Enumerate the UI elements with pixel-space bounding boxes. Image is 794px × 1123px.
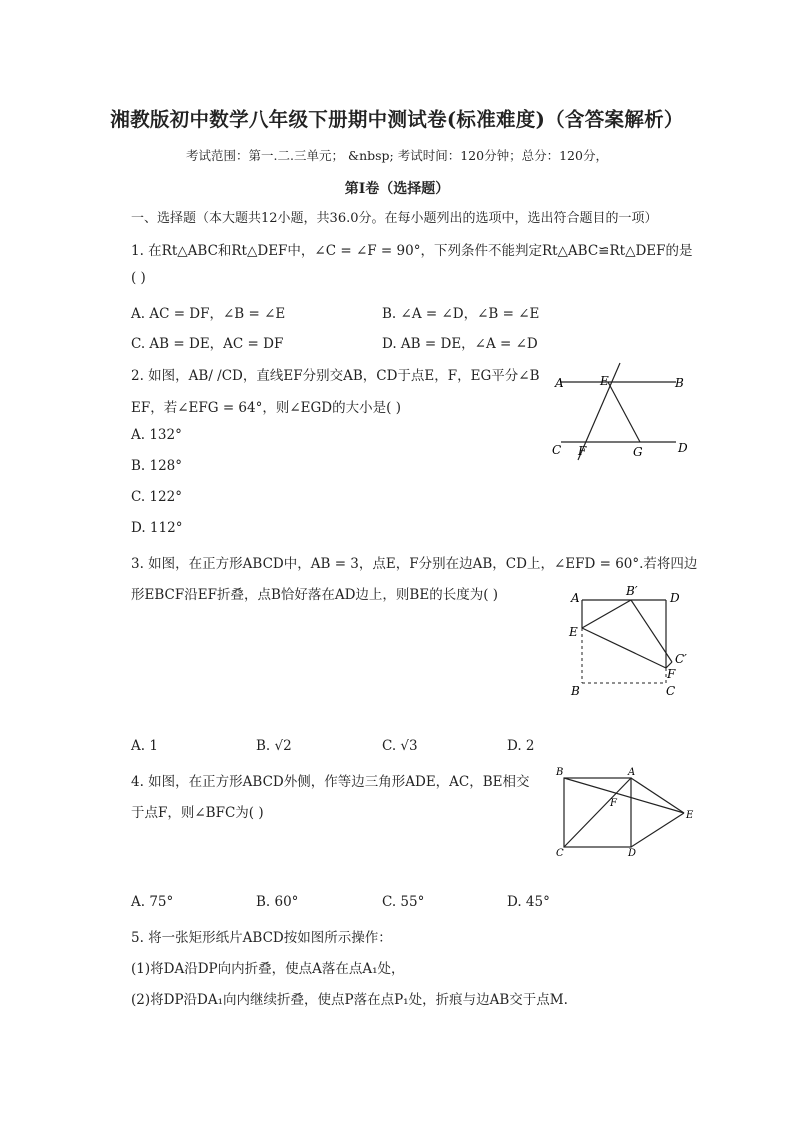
q4-label-c: C bbox=[556, 848, 564, 859]
q5-stem-line1: 5. 将一张矩形纸片ABCD按如图所示操作： bbox=[131, 930, 392, 946]
q3-label-f: F bbox=[667, 667, 676, 681]
q2-label-b: B bbox=[675, 376, 684, 390]
q2-label-d: D bbox=[678, 441, 688, 455]
q3-stem-line1: 3. 如图，在正方形ABCD中，AB = 3，点E，F分别在边AB，CD上，∠EFD = 60°.若将四边 bbox=[131, 556, 698, 572]
page-title: 湘教版初中数学八年级下册期中测试卷(标准难度)（含答案解析） bbox=[110, 108, 684, 131]
q2-label-c: C bbox=[552, 443, 562, 457]
q3-label-c-prime: C′ bbox=[675, 652, 687, 666]
q4-option-d[interactable]: D. 45° bbox=[507, 894, 550, 910]
q3-stem-line2: 形EBCF沿EF折叠，点B恰好落在AD边上，则BE的长度为( ) bbox=[131, 587, 499, 603]
q3-option-d[interactable]: D. 2 bbox=[507, 738, 535, 754]
q1-stem-line1: 1. 在Rt△ABC和Rt△DEF中，∠C = ∠F = 90°，下列条件不能判定Rt△ABC≌Rt△DEF的是 bbox=[131, 243, 693, 259]
q3-label-b-prime: B′ bbox=[626, 584, 638, 598]
q1-option-c[interactable]: C. AB = DE，AC = DF bbox=[131, 336, 284, 352]
q3-option-b[interactable]: B. √2 bbox=[256, 738, 292, 754]
q4-option-b[interactable]: B. 60° bbox=[256, 894, 299, 910]
q2-figure bbox=[548, 360, 698, 465]
q4-option-a[interactable]: A. 75° bbox=[131, 894, 174, 910]
q2-label-a: A bbox=[555, 376, 564, 390]
part1-heading: 一、选择题（本大题共12小题，共36.0分。在每小题列出的选项中，选出符合题目的一项） bbox=[131, 211, 658, 226]
q5-stem-line3: (2)将DP沿DA₁向内继续折叠，使点P落在点P₁处，折痕与边AB交于点M. bbox=[131, 992, 568, 1008]
q4-label-b: B bbox=[556, 767, 564, 778]
q3-option-c[interactable]: C. √3 bbox=[382, 738, 418, 754]
q2-option-b[interactable]: B. 128° bbox=[131, 458, 183, 474]
q4-option-c[interactable]: C. 55° bbox=[382, 894, 425, 910]
q3-label-c: C bbox=[666, 684, 676, 698]
section-title: 第I卷（选择题） bbox=[344, 181, 450, 197]
q1-option-d[interactable]: D. AB = DE，∠A = ∠D bbox=[382, 336, 538, 352]
q4-label-f: F bbox=[610, 798, 617, 809]
q2-label-g: G bbox=[633, 445, 643, 459]
q3-label-e: E bbox=[569, 625, 578, 639]
q1-option-a[interactable]: A. AC = DF，∠B = ∠E bbox=[131, 306, 286, 322]
q3-label-d: D bbox=[670, 591, 680, 605]
q2-label-e: E bbox=[600, 374, 609, 388]
q2-stem-line2: EF，若∠EFG = 64°，则∠EGD的大小是( ) bbox=[131, 400, 401, 416]
q3-option-a[interactable]: A. 1 bbox=[131, 738, 158, 754]
q2-option-d[interactable]: D. 112° bbox=[131, 520, 183, 536]
q2-option-a[interactable]: A. 132° bbox=[131, 427, 182, 443]
q2-option-c[interactable]: C. 122° bbox=[131, 489, 182, 505]
q2-label-f: F bbox=[578, 444, 587, 458]
q1-stem-line2: ( ) bbox=[131, 270, 146, 286]
exam-info: 考试范围：第一.二.三单元； &nbsp; 考试时间：120分钟；总分：120分， bbox=[186, 148, 608, 163]
q5-stem-line2: (1)将DA沿DP向内折叠，使点A落在点A₁处， bbox=[131, 961, 405, 977]
q4-figure bbox=[552, 762, 702, 860]
q3-figure bbox=[562, 582, 697, 700]
q4-label-a: A bbox=[628, 767, 636, 778]
q3-label-b: B bbox=[571, 684, 580, 698]
q4-label-d: D bbox=[628, 848, 637, 859]
q4-stem-line2: 于点F，则∠BFC为( ) bbox=[131, 805, 264, 821]
q4-label-e: E bbox=[686, 810, 694, 821]
q2-stem-line1: 2. 如图，AB/ /CD，直线EF分别交AB，CD于点E，F，EG平分∠B bbox=[131, 368, 540, 384]
q1-option-b[interactable]: B. ∠A = ∠D，∠B = ∠E bbox=[382, 306, 540, 322]
q4-stem-line1: 4. 如图，在正方形ABCD外侧，作等边三角形ADE，AC，BE相交 bbox=[131, 774, 530, 790]
q3-label-a: A bbox=[571, 591, 580, 605]
